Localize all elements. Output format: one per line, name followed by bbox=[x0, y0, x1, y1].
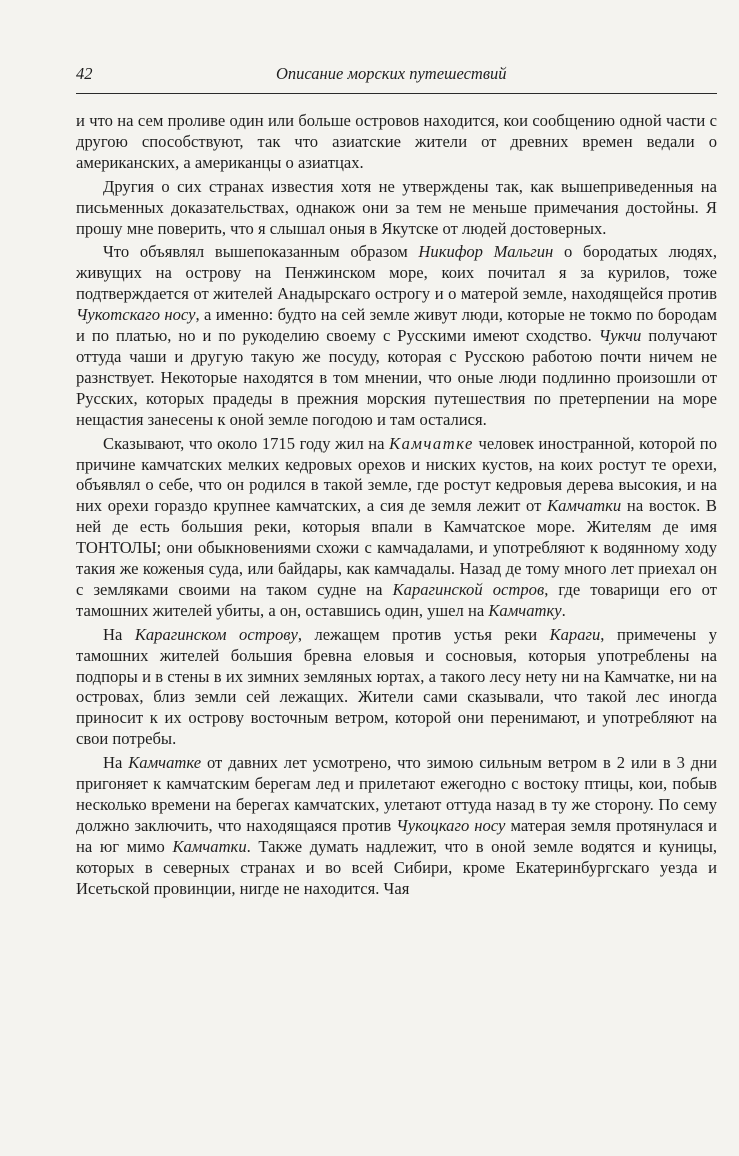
italic-run: Караги bbox=[549, 624, 601, 644]
text-run: На bbox=[103, 624, 135, 644]
text-run: . bbox=[561, 600, 566, 620]
italic-run: Камчатку bbox=[488, 600, 562, 620]
italic-run: Никифор Мальгин bbox=[418, 242, 554, 262]
text-run: , лежащем против устья реки bbox=[297, 624, 550, 644]
text-run: На bbox=[103, 753, 129, 773]
text-run: получают оттуда чаши и другую такую же посуду, которая с Русскою работою почти ничем не разнствует. Некоторые находятся в том мнении, что оные люди подлинно произошли от Русских, которых прадеды в прежния морския путешествия по претерпении на море нещастия занесены к оной земле погодою и там осталися. bbox=[76, 326, 717, 429]
running-title: Описание морских путешествий bbox=[276, 64, 507, 83]
text-run: о бородатых людях, живущих на острову на Пенжинском море, коих почитал я за курилов, тоже подтверждается от жителей Анадырскаго острогу и о матерой земле, находящейся против bbox=[76, 242, 717, 304]
italic-run: Чукотскаго носу bbox=[76, 305, 196, 325]
italic-run: Камчатки bbox=[172, 836, 247, 856]
italic-run: Камчатке bbox=[389, 433, 474, 453]
text-run: Сказывают, что около 1715 году жил на bbox=[103, 433, 390, 453]
text-run: Что объявлял вышепоказанным образом bbox=[103, 242, 419, 262]
paragraph bbox=[76, 625, 717, 750]
italic-run: Чукчи bbox=[598, 326, 642, 346]
italic-run: Карагинской остров bbox=[392, 579, 545, 599]
text-run: Другия о сих странах известия хотя не утверждены так, как вышеприведенныя на письменных доказательствах, однакож они за тем не меньше примечания достойны. Я прошу мне поверить, что я слышал оныя в Якутске от людей достоверных. bbox=[76, 176, 717, 238]
page-header bbox=[76, 64, 717, 94]
text-run: , а именно: будто на сей земле живут люди, которые не токмо по бородам и по платью, но и по рукоделию своему с Русскими имеют сходство. bbox=[76, 305, 717, 346]
italic-run: Карагинском острову bbox=[134, 624, 298, 644]
text-run: и что на сем проливе один или больше островов находится, кои сообщению одной части с другою способствуют, так что азиатские жители от древних времен ведали о американских, а американцы о азиатцах. bbox=[76, 111, 717, 172]
text-run: , примечены у тамошних жителей большия бревна еловыя и сосновыя, которыя употреблены на подпоры и в стены в их зимних земляных юртах, а такого лесу нету ни на Камчатке, ни на островах, близ земли сей лежащих. Жители сами сказывали, что такой лес иногда приносит к их острову восточным ветром, которой они перенимают, и употребляют на свои потребы. bbox=[76, 624, 717, 749]
italic-run: Камчатки bbox=[547, 496, 622, 516]
italic-run: Чукоцкаго носу bbox=[396, 815, 506, 835]
paragraph bbox=[76, 434, 717, 622]
body-text bbox=[76, 111, 717, 900]
page-number: 42 bbox=[76, 64, 93, 83]
paragraph bbox=[76, 242, 717, 430]
paragraph bbox=[76, 111, 717, 174]
text-run: , где товарищи его от тамошних жителей убиты, а он, оставшись один, ушел на bbox=[76, 579, 718, 620]
text-run: на восток. В ней де есть большия реки, которыя впали в Камчатское море. Жителям де имя ТОНТОЛЫ; они обыкновениями схожи с камчадалами, и употребляют к водянному ходу такия же коженыя суда, или байдары, как камчадалы. Назад де тому много лет приехал он с земляками своими на таком судне на bbox=[76, 496, 717, 599]
italic-run: Камчатке bbox=[128, 753, 202, 773]
text-run: матерая земля протянулася и на юг мимо bbox=[76, 815, 718, 856]
text-run: . Также думать надлежит, что в оной земле водятся и куницы, которых в северных странах и во всей Сибири, кроме Екатеринбургскаго уезда и Исетьской провинции, нигде не находится. Чая bbox=[76, 836, 718, 898]
paragraph bbox=[76, 753, 717, 899]
paragraph bbox=[76, 177, 717, 240]
text-run: человек иностранной, которой по причине камчатских мелких кедровых орехов и ниских кустов, на коих ростут те орехи, объявлял о себе, что он родился в такой земле, где ростут кедровыя дерева высокия, и на них орехи гораздо крупнее камчатских, а сия де земля лежит от bbox=[76, 433, 717, 516]
text-run: от давних лет усмотрено, что зимою сильным ветром в 2 или в 3 дни пригоняет к камчатским берегам лед и прилетают ежегодно с востоку птицы, кои, побыв несколько времени на берегах камчатских, улетают оттуда назад в ту же сторону. По сему должно заключить, что находящаяся против bbox=[76, 753, 717, 835]
